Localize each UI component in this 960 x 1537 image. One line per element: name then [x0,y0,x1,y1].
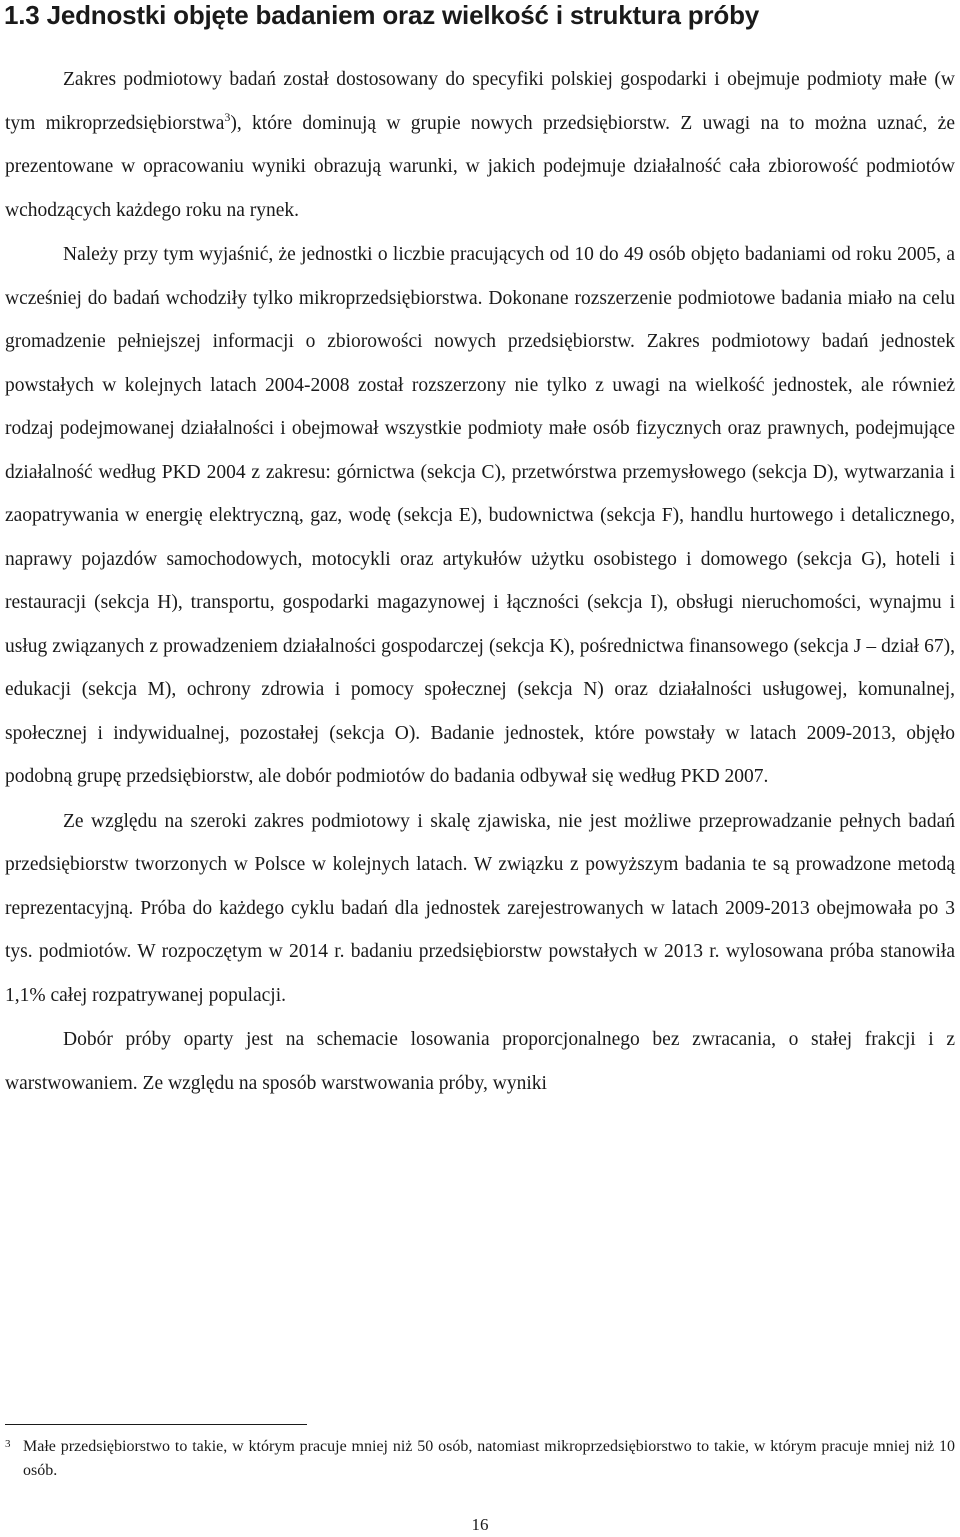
paragraph-4: Dobór próby oparty jest na schemacie losowania proporcjonalnego bez zwracania, o stałej frakcji i z warstwowaniem. Ze względu na sposób warstwowania próby, wyniki [5,1029,955,1094]
page-number: 16 [471,1515,489,1534]
footnote [5,1435,955,1483]
paragraph-1-text-start: Zakres podmiotowy badań został dostosowany do specyfiki polskiej gospodarki i obejmuje podmioty małe (w tym mikroprzedsiębiorstwa [5,69,955,134]
paragraph-2: Należy przy tym wyjaśnić, że jednostki o liczbie pracujących od 10 do 49 osób objęto badaniami od roku 2005, a wcześniej do badań wchodziły tylko mikroprzedsiębiorstwa. Dokonane rozszerzenie podmiotowe badania miało na celu gromadzenie pełniejszej informacji o zbiorowości nowych przedsiębiorstw. Zakres podmiotowy badań jednostek powstałych w kolejnych latach 2004-2008 został rozszerzony nie tylko z uwagi na wielkość jednostek, ale również rodzaj podejmowanej działalności i obejmował wszystkie podmioty małe osób fizycznych oraz prawnych, podejmujące działalność według PKD 2004 z zakresu: górnictwa (sekcja C), przetwórstwa przemysłowego (sekcja D), wytwarzania i zaopatrywania w energię elektryczną, gaz, wodę (sekcja E), budownictwa (sekcja F), handlu hurtowego i detalicznego, naprawy pojazdów samochodowych, motocykli oraz artykułów użytku osobistego i domowego (sekcja G), hoteli i restauracji (sekcja H), transportu, gospodarki magazynowej i łączności (sekcja I), obsługi nieruchomości, wynajmu i usług związanych z prowadzeniem działalności gospodarczej (sekcja K), pośrednictwa finansowego (sekcja J – dział 67), edukacji (sekcja M), ochrony zdrowia i pomocy społecznej (sekcja N) oraz działalności usługowej, komunalnej, społecznej i indywidualnej, pozostałej (sekcja O). Badanie jednostek, które powstały w latach 2009-2013, objęło podobną grupę przedsiębiorstw, ale dobór podmiotów do badania odbywał się według PKD 2007. [5,244,955,787]
paragraph-1-text-end: ), które dominują w grupie nowych przedsiębiorstw. Z uwagi na to można uznać, że prezentowane w opracowaniu wyniki obrazują warunki, w jakich podejmuje działalność cała zbiorowość podmiotów wchodzących każdego roku na rynek. [5,112,955,221]
body-text [5,58,955,1105]
footnote-number: 3 [5,1438,11,1450]
footnote-reference: 3 [224,109,231,124]
paragraph-1 [5,58,955,232]
footnote-text: Małe przedsiębiorstwo to takie, w którym pracuje mniej niż 50 osób, natomiast mikroprzedsiębiorstwo to takie, w którym pracuje mniej niż 10 osób. [23,1438,955,1479]
footnote-separator [5,1424,307,1425]
section-heading: 1.3 Jednostki objęte badaniem oraz wielkość i struktura próby [4,0,760,30]
paragraph-3: Ze względu na szeroki zakres podmiotowy i skalę zjawiska, nie jest możliwe przeprowadzanie pełnych badań przedsiębiorstw tworzonych w Polsce w kolejnych latach. W związku z powyższym badania te są prowadzone metodą reprezentacyjną. Próba do każdego cyklu badań dla jednostek zarejestrowanych w latach 2009-2013 obejmowała po 3 tys. podmiotów. W rozpoczętym w 2014 r. badaniu przedsiębiorstw powstałych w 2013 r. wylosowana próba stanowiła 1,1% całej rozpatrywanej populacji. [5,810,955,1006]
